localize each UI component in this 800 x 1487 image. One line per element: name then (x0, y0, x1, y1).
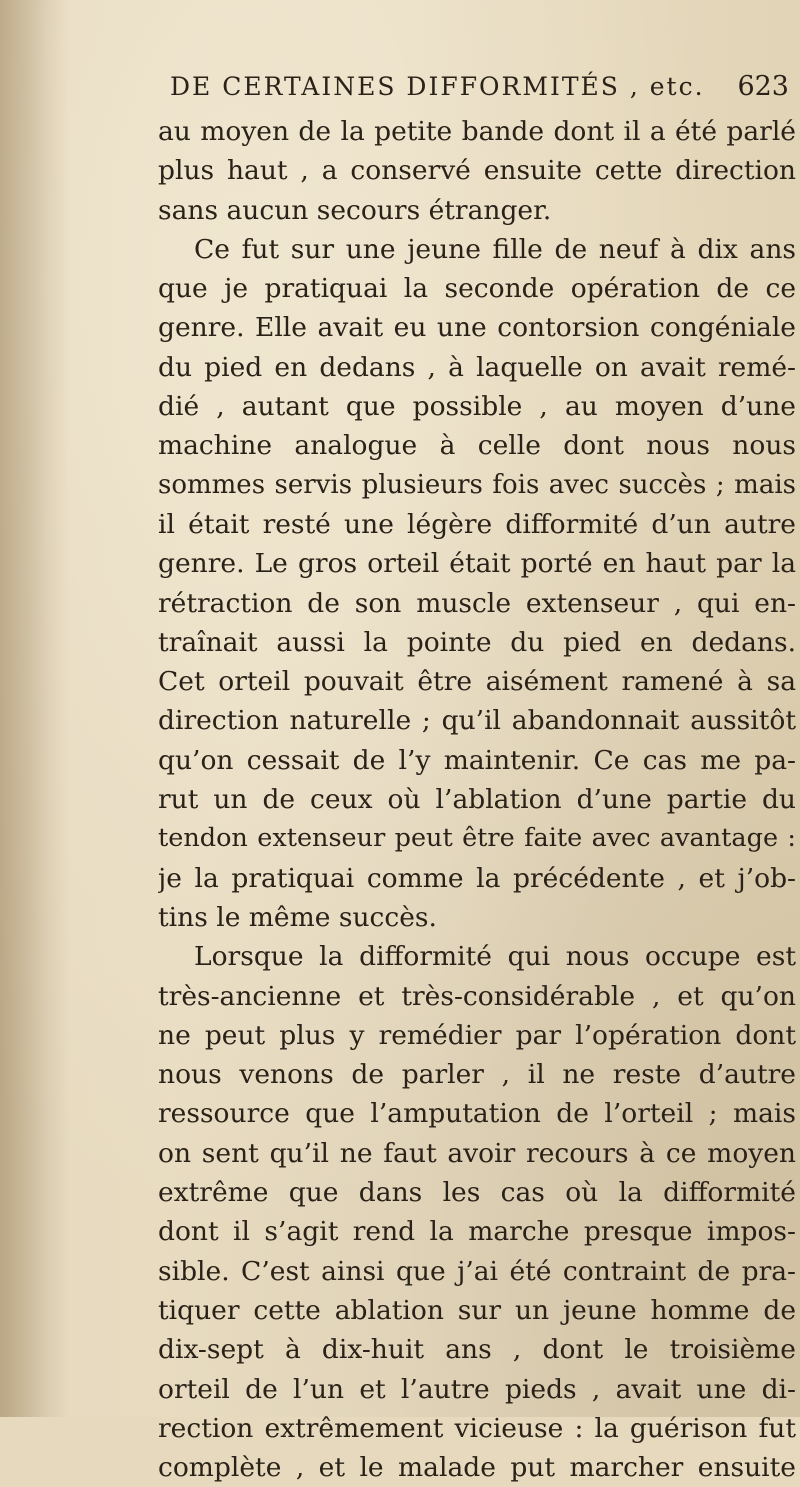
text-line: je la pratiquai comme la précédente , et j’ob- (158, 862, 796, 894)
running-head: DE CERTAINES DIFFORMITÉS , etc. (170, 72, 705, 101)
text-line: Cet orteil pouvait être aisément ramené à sa (158, 666, 796, 698)
text-line: rétraction de son muscle extenseur , qui en- (158, 587, 796, 619)
text-line: ne peut plus y remédier par l’opération dont (158, 1019, 796, 1051)
text-line: Ce fut sur une jeune fille de neuf à dix ans (194, 233, 796, 265)
text-line: dié , autant que possible , au moyen d’une (158, 391, 796, 423)
text-line: rection extrêmement vicieuse : la guérison fut (158, 1412, 796, 1444)
text-line: au moyen de la petite bande dont il a été parlé (158, 116, 796, 147)
text-line: du pied en dedans , à laquelle on avait remé- (158, 351, 796, 383)
body-text (158, 112, 796, 1487)
page-header (170, 64, 800, 110)
text-line: complète , et le malade put marcher ensuite (158, 1452, 796, 1484)
text-line: dix-sept à dix-huit ans , dont le troisième (158, 1334, 796, 1366)
text-line: genre. Le gros orteil était porté en haut par la (158, 548, 796, 580)
text-line: sans aucun secours étranger. (158, 194, 552, 226)
page-number: 623 (737, 71, 789, 102)
page-gutter-shadow (0, 0, 70, 1417)
text-line: tins le même succès. (158, 901, 437, 933)
text-line: plus haut , a conservé ensuite cette direction (158, 155, 796, 187)
text-line: direction naturelle ; qu’il abandonnait aussitôt (158, 705, 796, 737)
text-line: que je pratiquai la seconde opération de ce (158, 273, 796, 305)
text-line: orteil de l’un et l’autre pieds , avait une di- (158, 1373, 796, 1405)
text-line: qu’on cessait de l’y maintenir. Ce cas me pa- (158, 744, 796, 776)
text-line: dont il s’agit rend la marche presque impos- (158, 1216, 796, 1248)
text-line: tendon extenseur peut être faite avec avantage : (158, 823, 796, 854)
text-line: traînait aussi la pointe du pied en dedans. (158, 626, 796, 658)
text-line: extrême que dans les cas où la difformité (158, 1177, 796, 1209)
text-line: rut un de ceux où l’ablation d’une partie du (158, 784, 796, 816)
text-line: tiquer cette ablation sur un jeune homme de (158, 1294, 796, 1326)
text-line: on sent qu’il ne faut avoir recours à ce moyen (158, 1137, 796, 1169)
text-line: sible. C’est ainsi que j’ai été contraint de pra- (158, 1255, 796, 1287)
text-line: nous venons de parler , il ne reste d’autre (158, 1059, 796, 1091)
text-line: Lorsque la difformité qui nous occupe est (194, 941, 796, 973)
text-line: genre. Elle avait eu une contorsion congéniale (158, 312, 796, 344)
text-line: il était resté une légère difformité d’un autre (158, 508, 796, 540)
text-line: machine analogue à celle dont nous nous (158, 430, 796, 462)
text-line: sommes servis plusieurs fois avec succès ; mais (158, 469, 796, 500)
text-line: ressource que l’amputation de l’orteil ; mais (158, 1098, 796, 1130)
text-line: très-ancienne et très-considérable , et qu’on (158, 980, 796, 1012)
